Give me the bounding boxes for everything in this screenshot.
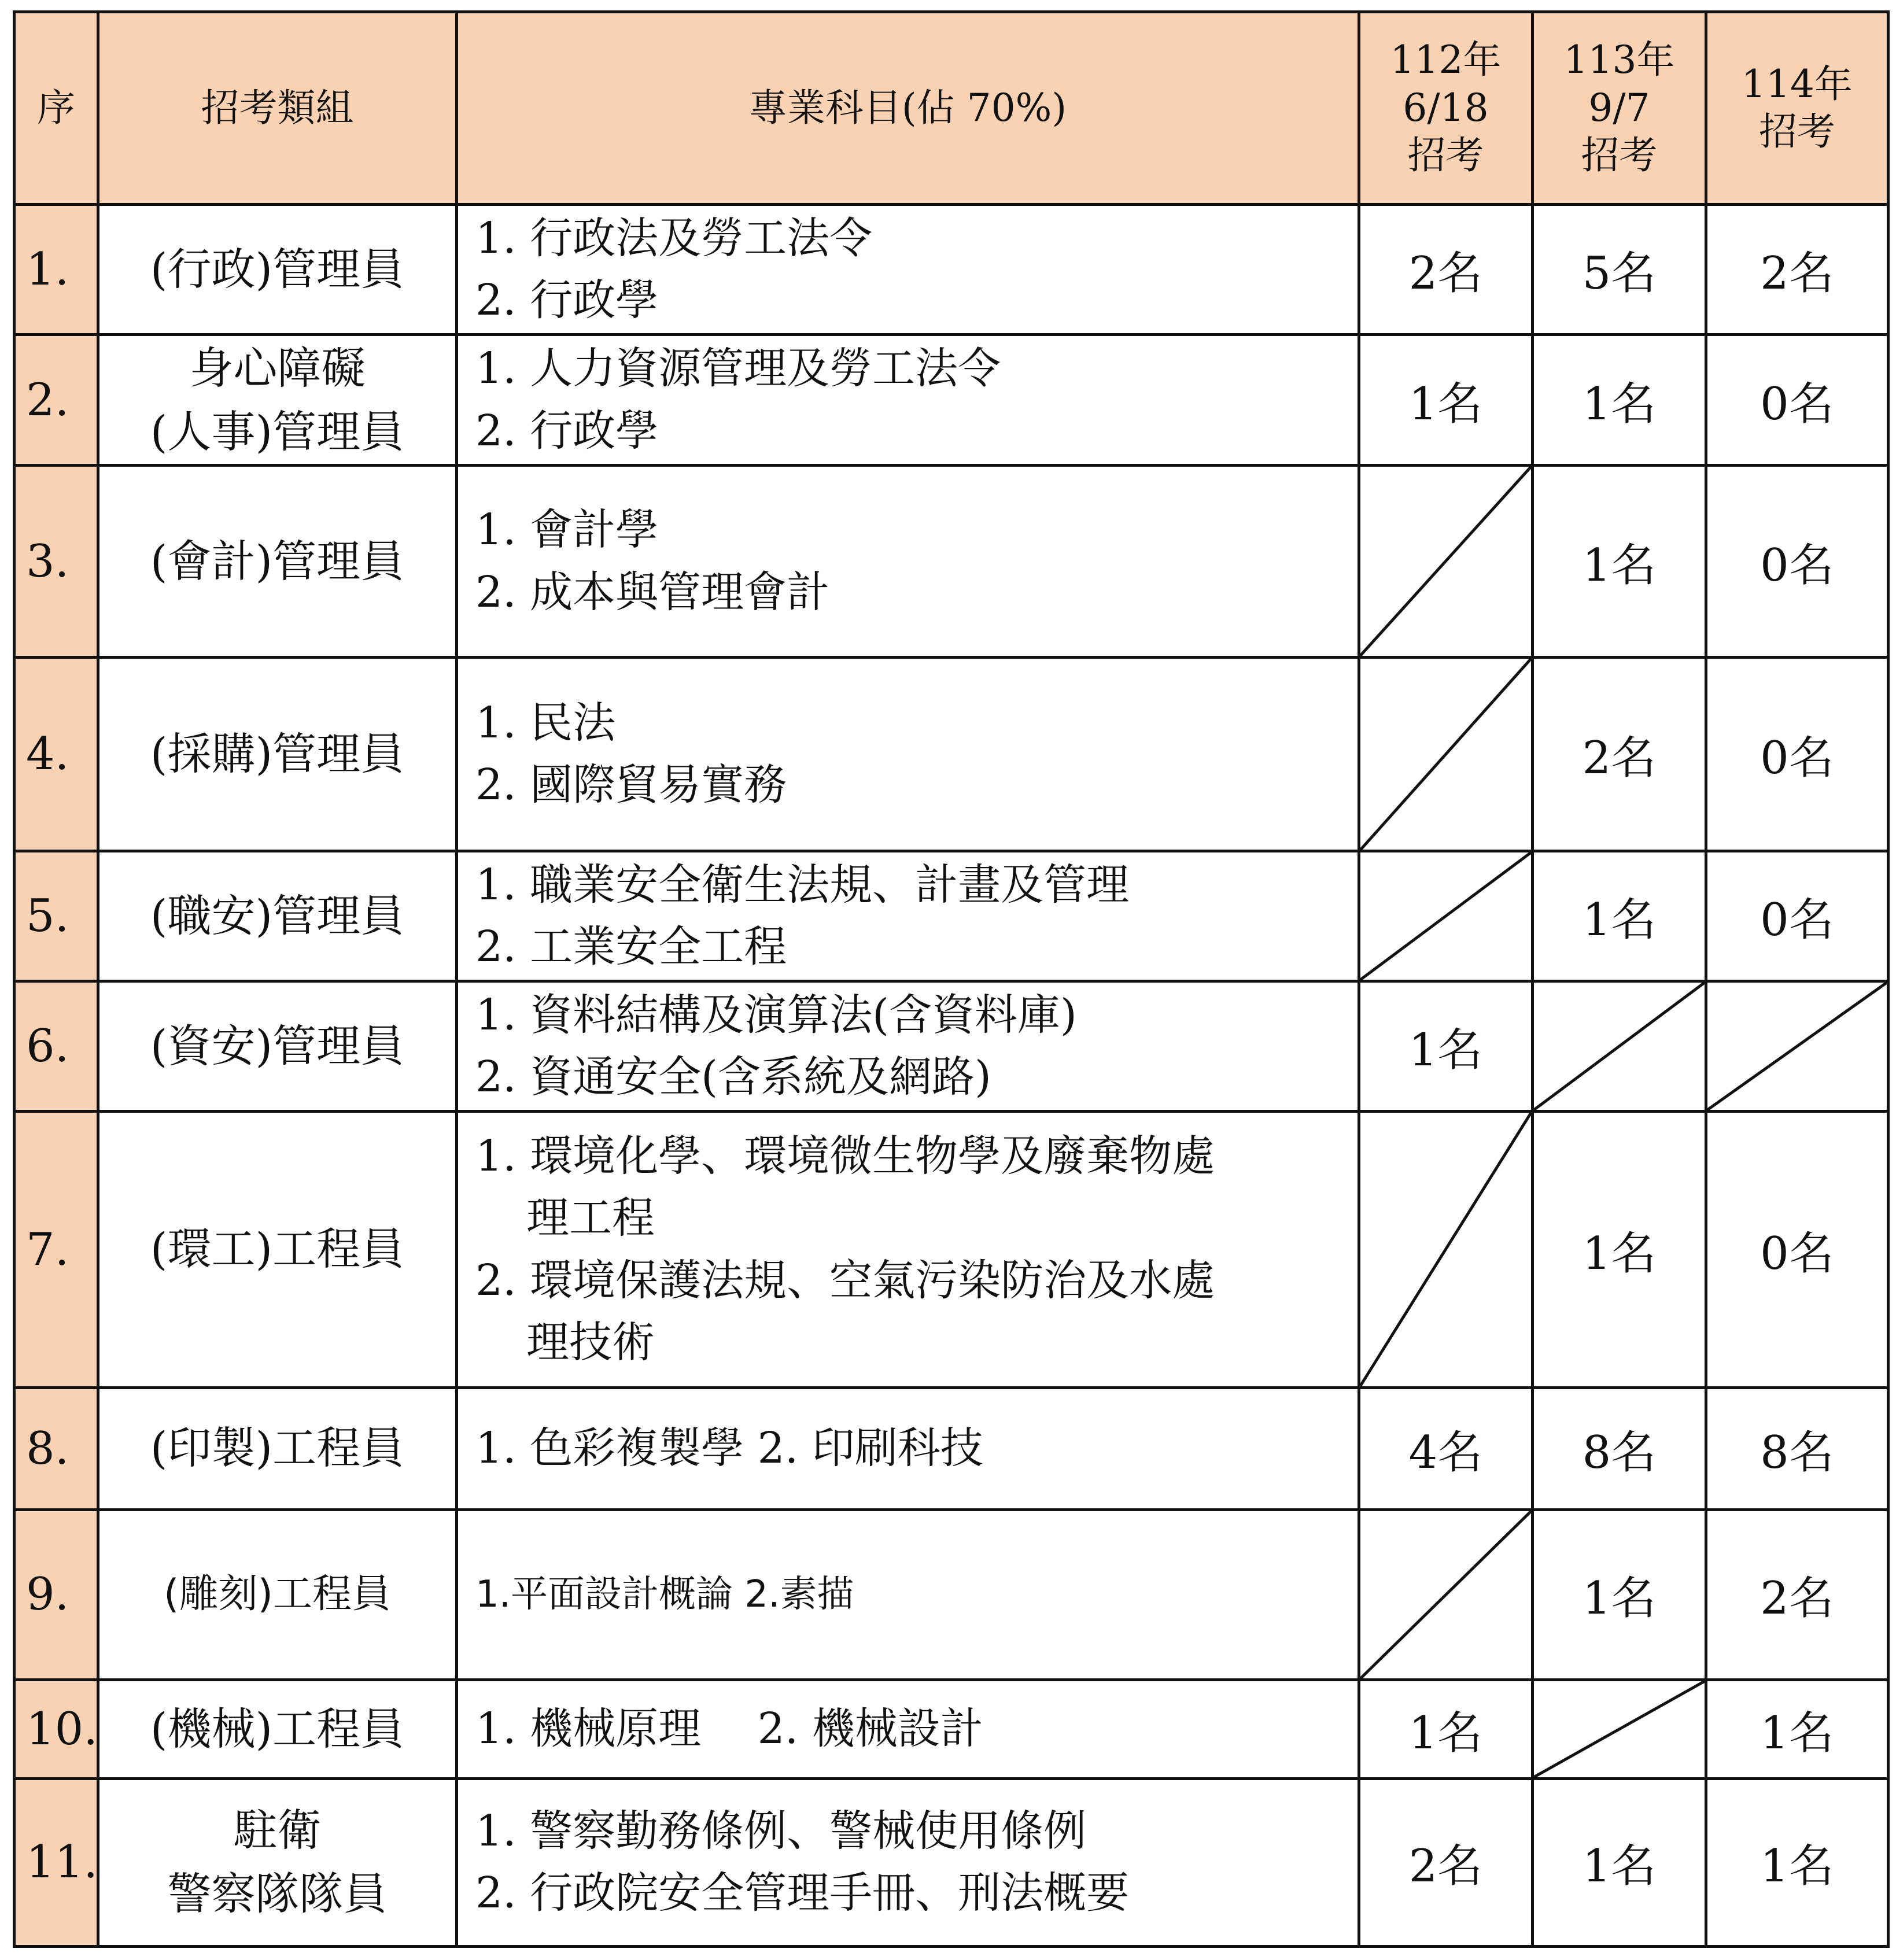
row-subjects [457,1387,1359,1509]
count-114: 8名 [1706,1387,1888,1509]
subject-line: 2. 環境保護法規、空氣污染防治及水處 [475,1255,1215,1305]
header-year-112-date: 6/18 [1403,85,1489,130]
count-114: 1名 [1706,1778,1888,1946]
table-row [14,851,1888,981]
count-113: 5名 [1533,205,1706,335]
diagonal-slash-icon [1707,983,1887,1110]
diagonal-slash-icon [1360,467,1531,655]
header-year-114 [1706,12,1888,205]
count-113-not-applicable [1533,1680,1706,1778]
header-category: 招考類組 [98,12,457,205]
count-114: 2名 [1706,1509,1888,1680]
count-112: 2名 [1359,205,1533,335]
count-113: 1名 [1533,1509,1706,1680]
subject-line: 1.平面設計概論 2.素描 [475,1573,854,1616]
row-category: (採購)管理員 [98,657,457,851]
count-113: 1名 [1533,466,1706,657]
count-112-not-applicable [1359,1509,1533,1680]
subject-line: 2. 行政學 [475,405,659,456]
row-subjects [457,657,1359,851]
table-row [14,657,1888,851]
count-112-not-applicable [1359,1112,1533,1387]
table-row [14,981,1888,1112]
row-subjects [457,981,1359,1112]
count-112: 2名 [1359,1778,1533,1946]
count-113: 1名 [1533,1112,1706,1387]
table-row [14,466,1888,657]
subject-line: 2. 國際貿易實務 [475,760,787,810]
count-113-not-applicable [1533,981,1706,1112]
row-number: 2. [14,335,98,466]
row-subjects [457,851,1359,981]
diagonal-slash-icon [1360,659,1531,850]
header-subjects: 專業科目(佔 70%) [457,12,1359,205]
row-number: 3. [14,466,98,657]
row-subjects [457,466,1359,657]
header-year-114-year: 114年 [1742,61,1853,106]
count-113: 8名 [1533,1387,1706,1509]
table-row [14,1387,1888,1509]
row-category: (會計)管理員 [98,466,457,657]
subject-line: 1. 警察勤務條例、警械使用條例 [475,1806,1087,1856]
count-112-not-applicable [1359,657,1533,851]
count-113: 1名 [1533,335,1706,466]
table-row [14,1509,1888,1680]
row-number: 10. [14,1680,98,1778]
row-subjects [457,1509,1359,1680]
count-113: 2名 [1533,657,1706,851]
row-number: 5. [14,851,98,981]
diagonal-slash-icon [1534,1681,1705,1777]
category-line: 駐衛 [233,1804,322,1856]
row-number: 7. [14,1112,98,1387]
table-row [14,1680,1888,1778]
count-114: 0名 [1706,851,1888,981]
row-subjects [457,1680,1359,1778]
count-112: 1名 [1359,1680,1533,1778]
row-number: 6. [14,981,98,1112]
subject-line: 1. 人力資源管理及勞工法令 [475,344,1001,394]
subject-line: 1. 民法 [475,697,616,748]
row-category: (雕刻)工程員 [98,1509,457,1680]
table-row [14,1778,1888,1946]
header-year-112 [1359,12,1533,205]
subject-line: 1. 會計學 [475,505,659,555]
row-category: (機械)工程員 [98,1680,457,1778]
row-subjects [457,335,1359,466]
category-line: 身心障礙 [189,342,366,394]
recruitment-table [13,10,1890,1948]
row-number: 4. [14,657,98,851]
recruitment-table-page [13,10,1887,1948]
row-category: (印製)工程員 [98,1387,457,1509]
row-subjects [457,1112,1359,1387]
count-112-not-applicable [1359,466,1533,657]
subject-line: 1. 資料結構及演算法(含資料庫) [475,990,1077,1040]
row-category: (資安)管理員 [98,981,457,1112]
count-114: 0名 [1706,335,1888,466]
row-category [98,335,457,466]
count-114: 1名 [1706,1680,1888,1778]
row-category [98,1778,457,1946]
subject-line: 1. 機械原理 2. 機械設計 [475,1704,983,1754]
count-114: 0名 [1706,657,1888,851]
count-112: 4名 [1359,1387,1533,1509]
row-number: 11. [14,1778,98,1946]
subject-line: 2. 成本與管理會計 [475,567,830,617]
subject-line-continued: 理技術 [526,1317,655,1367]
diagonal-slash-icon [1360,852,1531,980]
diagonal-slash-icon [1360,1511,1531,1678]
count-114: 0名 [1706,466,1888,657]
count-112: 1名 [1359,981,1533,1112]
subject-line-continued: 理工程 [526,1193,655,1243]
header-year-114-label: 招考 [1759,109,1835,154]
header-seq: 序 [14,12,98,205]
table-row [14,205,1888,335]
diagonal-slash-icon [1534,983,1705,1110]
count-114-not-applicable [1706,981,1888,1112]
diagonal-slash-icon [1360,1113,1531,1386]
subject-line: 2. 資通安全(含系統及網路) [475,1052,991,1102]
subject-line: 1. 環境化學、環境微生物學及廢棄物處 [475,1131,1215,1181]
category-line: 警察隊隊員 [167,1868,388,1920]
count-112: 1名 [1359,335,1533,466]
table-row [14,1112,1888,1387]
header-year-113 [1533,12,1706,205]
row-number: 9. [14,1509,98,1680]
count-113: 1名 [1533,1778,1706,1946]
category-line: (人事)管理員 [150,405,405,457]
count-113: 1名 [1533,851,1706,981]
header-year-113-date: 9/7 [1588,85,1650,130]
row-category: (環工)工程員 [98,1112,457,1387]
header-year-112-year: 112年 [1390,38,1502,83]
row-category: (職安)管理員 [98,851,457,981]
subject-line: 1. 職業安全衛生法規、計畫及管理 [475,860,1130,910]
subject-line: 2. 行政院安全管理手冊、刑法概要 [475,1868,1130,1918]
count-112-not-applicable [1359,851,1533,981]
row-category: (行政)管理員 [98,205,457,335]
count-114: 2名 [1706,205,1888,335]
row-subjects [457,1778,1359,1946]
row-subjects [457,205,1359,335]
row-number: 8. [14,1387,98,1509]
header-year-112-label: 招考 [1407,133,1484,178]
subject-line: 2. 行政學 [475,275,659,325]
subject-line: 1. 色彩複製學 2. 印刷科技 [475,1423,983,1473]
table-row [14,335,1888,466]
subject-line: 2. 工業安全工程 [475,922,787,972]
subject-line: 1. 行政法及勞工法令 [475,213,873,263]
row-number: 1. [14,205,98,335]
count-114: 0名 [1706,1112,1888,1387]
header-row [14,12,1888,205]
header-year-113-label: 招考 [1581,133,1658,178]
header-year-113-year: 113年 [1563,38,1675,83]
